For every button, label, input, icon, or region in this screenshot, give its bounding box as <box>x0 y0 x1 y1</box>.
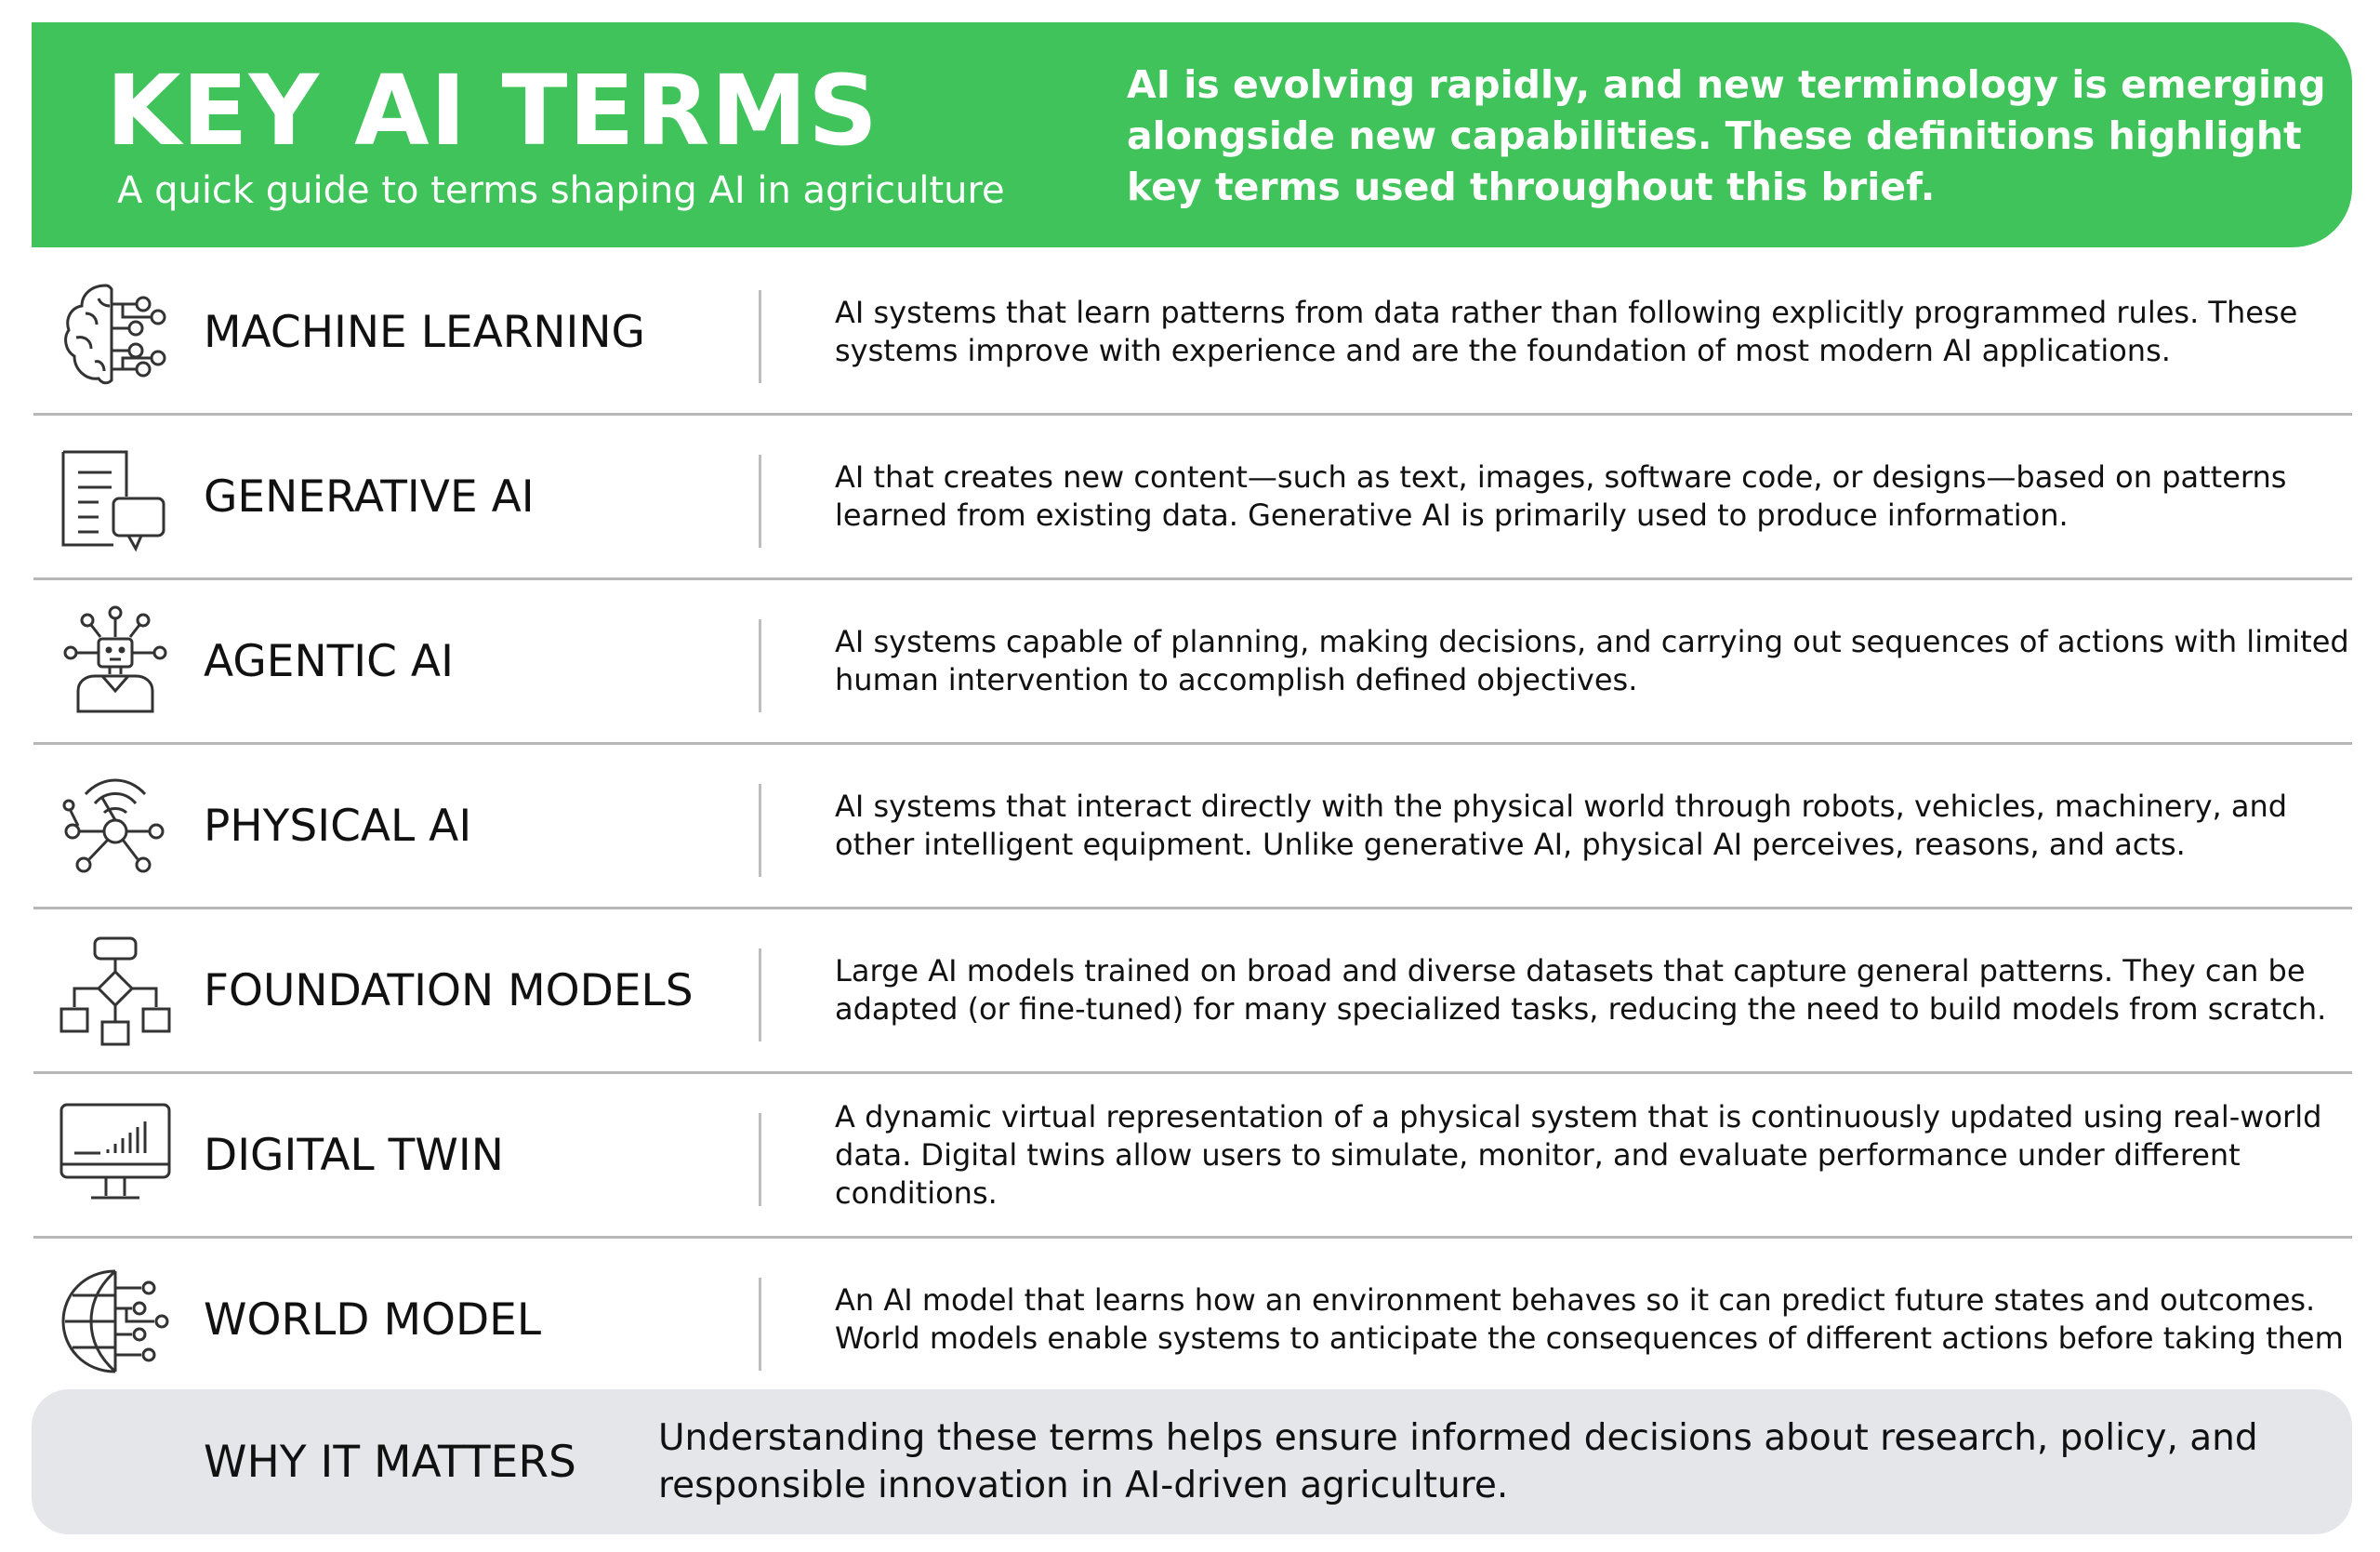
term-label: WORLD MODEL <box>204 1293 542 1346</box>
why-it-matters-text: Understanding these terms helps ensure informed decisions about research, policy, and responsible innovation in AI-driven agriculture. <box>658 1417 2258 1506</box>
row-divider <box>759 784 761 877</box>
page-subtitle: A quick guide to terms shaping AI in agriculture <box>117 169 1005 212</box>
row-divider <box>759 455 761 548</box>
brain-circuit-icon <box>58 276 173 391</box>
term-definition: AI systems that learn patterns from data rather than following explicitly programmed rules. These systems improve with experience and are the foundation of most modern AI applications. <box>835 295 2298 368</box>
globe-circuit-icon <box>58 1264 173 1379</box>
term-label: DIGITAL TWIN <box>204 1129 504 1181</box>
row-divider <box>759 1278 761 1371</box>
term-row-generative-ai <box>33 416 2352 580</box>
term-label: AGENTIC AI <box>204 635 454 687</box>
terms-list <box>33 251 2352 1400</box>
header-banner <box>32 22 2352 247</box>
term-definition: AI systems that interact directly with the physical world through robots, vehicles, machinery, and other intelligent equipment. Unlike generative AI, physical AI perceives, reasons, and acts. <box>835 789 2288 862</box>
term-row-agentic-ai <box>33 580 2352 745</box>
term-row-world-model <box>33 1239 2352 1400</box>
term-row-machine-learning <box>33 251 2352 416</box>
term-definition: A dynamic virtual representation of a physical system that is continuously updated using real-world data. Digital twins allow users to simulate, monitor, and evaluate performance under different conditions. <box>835 1098 2322 1211</box>
term-definition: AI that creates new content—such as text, images, software code, or designs—based on patterns learned from existing data. Generative AI is primarily used to produce information. <box>835 459 2287 533</box>
row-divider <box>759 1113 761 1206</box>
robot-agent-icon <box>58 605 173 721</box>
term-row-digital-twin <box>33 1074 2352 1239</box>
term-label: FOUNDATION MODELS <box>204 964 694 1016</box>
document-chat-icon <box>58 441 173 556</box>
term-label: GENERATIVE AI <box>204 471 535 523</box>
term-row-physical-ai <box>33 745 2352 909</box>
term-row-foundation-models <box>33 909 2352 1074</box>
intro-text: AI is evolving rapidly, and new terminology is emerging alongside new capabilities. These definitions highlight key terms used throughout this brief. <box>1127 62 2326 209</box>
term-definition: An AI model that learns how an environment behaves so it can predict future states and outcomes. World models enable systems to anticipate the consequences of different actions before taking them <box>835 1282 2344 1356</box>
why-it-matters-panel <box>32 1389 2352 1534</box>
flowchart-icon <box>58 935 173 1050</box>
term-label: PHYSICAL AI <box>204 800 472 852</box>
row-divider <box>759 290 761 383</box>
row-divider <box>759 619 761 712</box>
term-definition: Large AI models trained on broad and diverse datasets that capture general patterns. They can be adapted (or fine-tuned) for many specialized tasks, reducing the need to build models from scratch. <box>835 953 2327 1027</box>
page-title: KEY AI TERMS <box>106 54 879 167</box>
why-it-matters-title: WHY IT MATTERS <box>204 1436 576 1488</box>
network-signal-icon <box>58 770 173 885</box>
term-definition: AI systems capable of planning, making decisions, and carrying out sequences of actions with limited human intervention to accomplish defined objectives. <box>835 624 2349 697</box>
term-label: MACHINE LEARNING <box>204 306 645 358</box>
row-divider <box>759 948 761 1041</box>
monitor-chart-icon <box>58 1099 173 1214</box>
